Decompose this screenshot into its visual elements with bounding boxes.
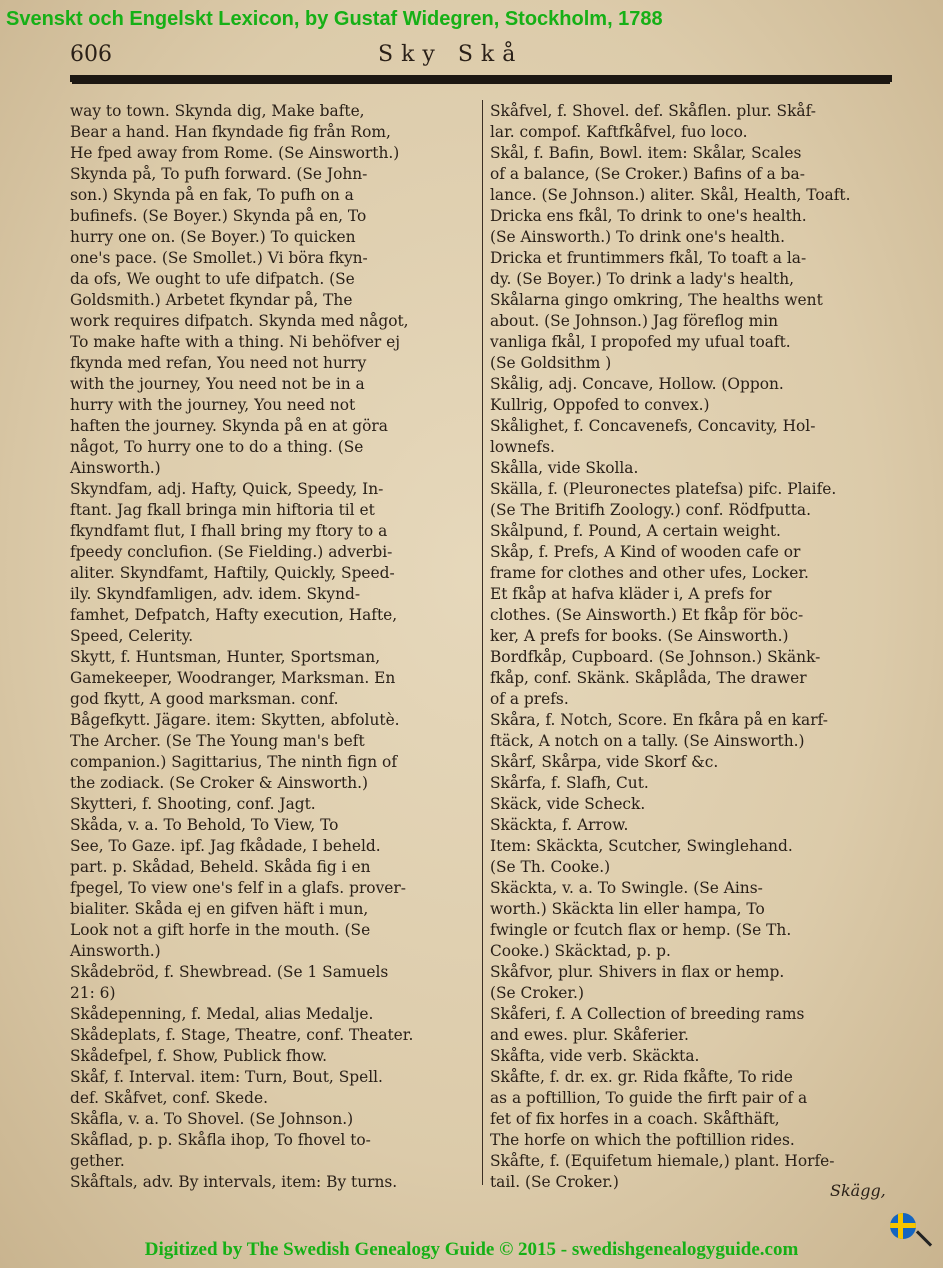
text-line: To make hafte with a thing. Ni behöfver ej — [70, 333, 401, 351]
text-line: Look not a gift horfe in the mouth. (Se — [70, 921, 371, 939]
text-line: Skåf, f. Interval. item: Turn, Bout, Spell. — [70, 1068, 383, 1086]
text-line: about. (Se Johnson.) Jag föreflog min — [490, 312, 779, 330]
text-line: Skåfla, v. a. To Shovel. (Se Johnson.) — [70, 1110, 354, 1128]
text-line: He fped away from Rome. (Se Ainsworth.) — [70, 144, 400, 162]
text-line: lar. compof. Kaftfkåfvel, fuo loco. — [490, 123, 748, 141]
catchword: Skägg, — [830, 1181, 886, 1200]
left-column — [70, 101, 475, 1193]
text-line: dy. (Se Boyer.) To drink a lady's health, — [490, 270, 794, 288]
text-line: fkynda med refan, You need not hurry — [70, 354, 367, 372]
text-line: (Se Th. Cooke.) — [490, 858, 611, 876]
column-divider — [482, 100, 483, 1185]
text-line: ker, A prefs for books. (Se Ainsworth.) — [490, 627, 789, 645]
swedish-flag-icon — [890, 1213, 916, 1239]
text-line: Skäckta, v. a. To Swingle. (Se Ains- — [490, 879, 763, 897]
text-line: Ainsworth.) — [70, 459, 161, 477]
text-line: Speed, Celerity. — [70, 627, 194, 645]
page-number: 606 — [70, 42, 112, 67]
text-line: (Se Goldsithm ) — [490, 354, 612, 372]
text-line: ftäck, A notch on a tally. (Se Ainsworth.) — [490, 732, 805, 750]
right-column — [490, 101, 920, 1193]
text-line: Skåfte, f. dr. ex. gr. Rida fkåfte, To ride — [490, 1068, 793, 1086]
text-line: famhet, Defpatch, Hafty execution, Hafte, — [70, 606, 398, 624]
text-line: aliter. Skyndfamt, Haftily, Quickly, Speed- — [70, 564, 395, 582]
text-line: något, To hurry one to do a thing. (Se — [70, 438, 364, 456]
text-line: Skålig, adj. Concave, Hollow. (Oppon. — [490, 375, 784, 393]
text-line: and ewes. plur. Skåferier. — [490, 1026, 689, 1044]
text-line: work requires difpatch. Skynda med något, — [70, 312, 409, 330]
text-line: worth.) Skäckta lin eller hampa, To — [490, 900, 765, 918]
text-line: son.) Skynda på en fak, To pufh on a — [70, 186, 354, 204]
text-line: Kullrig, Oppofed to convex.) — [490, 396, 710, 414]
text-line: See, To Gaze. ipf. Jag fkådade, I beheld. — [70, 837, 381, 855]
text-line: Skytt, f. Huntsman, Hunter, Sportsman, — [70, 648, 381, 666]
text-line: Skårfa, f. Slafh, Cut. — [490, 774, 649, 792]
text-line: Skåferi, f. A Collection of breeding rams — [490, 1005, 805, 1023]
header-rule — [70, 75, 892, 82]
text-line: Skålarna gingo omkring, The healths went — [490, 291, 823, 309]
text-line: Bear a hand. Han fkyndade fig från Rom, — [70, 123, 391, 141]
text-line: of a balance, (Se Croker.) Bafins of a ba- — [490, 165, 805, 183]
text-line: Cooke.) Skäcktad, p. p. — [490, 942, 671, 960]
text-line: of a prefs. — [490, 690, 569, 708]
text-line: Dricka et fruntimmers fkål, To toaft a la- — [490, 249, 807, 267]
text-line: Skyndfam, adj. Hafty, Quick, Speedy, In- — [70, 480, 384, 498]
text-line: Skål, f. Bafin, Bowl. item: Skålar, Scales — [490, 144, 802, 162]
digitized-footer: Digitized by The Swedish Genealogy Guide © 2015 - swedishgenealogyguide.com — [144, 1239, 799, 1260]
text-line: with the journey, You need not be in a — [70, 375, 365, 393]
text-line: Goldsmith.) Arbetet fkyndar på, The — [70, 291, 353, 309]
text-line: Skälla, f. (Pleuronectes platefsa) pifc. Plaife. — [490, 480, 837, 498]
text-line: Et fkåp at hafva kläder i, A prefs for — [490, 585, 772, 603]
text-line: da ofs, We ought to ufe difpatch. (Se — [70, 270, 355, 288]
text-line: frame for clothes and other ufes, Locker. — [490, 564, 809, 582]
text-line: Skådebröd, f. Shewbread. (Se 1 Samuels — [70, 963, 389, 981]
text-line: Skålpund, f. Pound, A certain weight. — [490, 522, 781, 540]
text-line: Skådeplats, f. Stage, Theatre, conf. Theater. — [70, 1026, 414, 1044]
text-line: Skåfta, vide verb. Skäckta. — [490, 1047, 700, 1065]
text-line: Skåfvel, f. Shovel. def. Skåflen. plur. Skåf- — [490, 102, 816, 120]
text-line: Dricka ens fkål, To drink to one's health. — [490, 207, 807, 225]
text-line: Skåp, f. Prefs, A Kind of wooden cafe or — [490, 543, 801, 561]
text-line: fkyndfamt flut, I fhall bring my ftory to a — [70, 522, 388, 540]
text-line: 21: 6) — [70, 984, 116, 1002]
text-line: ily. Skyndfamligen, adv. idem. Skynd- — [70, 585, 361, 603]
text-line: bufinefs. (Se Boyer.) Skynda på en, To — [70, 207, 367, 225]
text-line: Skåftals, adv. By intervals, item: By turns. — [70, 1173, 398, 1191]
text-line: tail. (Se Croker.) — [490, 1173, 619, 1191]
text-line: Skytteri, f. Shooting, conf. Jagt. — [70, 795, 316, 813]
text-line: def. Skåfvet, conf. Skede. — [70, 1089, 268, 1107]
text-line: fwingle or fcutch flax or hemp. (Se Th. — [490, 921, 792, 939]
text-line: Skålighet, f. Concavenefs, Concavity, Hol- — [490, 417, 816, 435]
text-line: Skåra, f. Notch, Score. En fkåra på en karf- — [490, 711, 828, 729]
text-line: The horfe on which the poftillion rides. — [490, 1131, 795, 1149]
text-line: ftant. Jag fkall bringa min hiftoria til et — [70, 501, 375, 519]
text-line: as a poftillion, To guide the firft pair of a — [490, 1089, 808, 1107]
text-line: hurry one on. (Se Boyer.) To quicken — [70, 228, 356, 246]
text-line: fet of fix horfes in a coach. Skåfthäft, — [490, 1110, 780, 1128]
text-line: bialiter. Skåda ej en gifven häft i mun, — [70, 900, 369, 918]
text-line: companion.) Sagittarius, The ninth fign of — [70, 753, 398, 771]
text-line: lance. (Se Johnson.) aliter. Skål, Health, Toaft. — [490, 186, 851, 204]
text-line: Bågefkytt. Jägare. item: Skytten, abfolutè. — [70, 711, 400, 729]
text-line: Skåfte, f. (Equifetum hiemale,) plant. Horfe- — [490, 1152, 835, 1170]
text-line: way to town. Skynda dig, Make bafte, — [70, 102, 365, 120]
text-line: Skåda, v. a. To Behold, To View, To — [70, 816, 339, 834]
text-line: fpegel, To view one's felf in a glafs. prover- — [70, 879, 406, 897]
text-line: lownefs. — [490, 438, 555, 456]
text-line: god fkytt, A good marksman. conf. — [70, 690, 339, 708]
text-line: Skådefpel, f. Show, Publick fhow. — [70, 1047, 328, 1065]
text-line: vanliga fkål, I propofed my ufual toaft. — [490, 333, 791, 351]
text-line: Skårf, Skårpa, vide Skorf &c. — [490, 753, 719, 771]
text-line: Item: Skäckta, Scutcher, Swinglehand. — [490, 837, 793, 855]
text-line: (Se Ainsworth.) To drink one's health. — [490, 228, 785, 246]
text-line: one's pace. (Se Smollet.) Vi böra fkyn- — [70, 249, 368, 267]
running-head: Sky Skå — [378, 42, 524, 67]
text-line: Skålla, vide Skolla. — [490, 459, 639, 477]
text-line: Gamekeeper, Woodranger, Marksman. En — [70, 669, 396, 687]
text-line: fpeedy conclufion. (Se Fielding.) adverbi- — [70, 543, 393, 561]
text-line: The Archer. (Se The Young man's beft — [70, 732, 365, 750]
text-line: Skådepenning, f. Medal, alias Medalje. — [70, 1005, 374, 1023]
text-line: clothes. (Se Ainsworth.) Et fkåp för böc- — [490, 606, 804, 624]
text-line: Skynda på, To pufh forward. (Se John- — [70, 165, 368, 183]
text-line: Skäckta, f. Arrow. — [490, 816, 629, 834]
source-banner: Svenskt och Engelskt Lexicon, by Gustaf Widegren, Stockholm, 1788 — [6, 8, 663, 30]
text-line: fkåp, conf. Skänk. Skåplåda, The drawer — [490, 669, 807, 687]
text-line: gether. — [70, 1152, 125, 1170]
text-line: Ainsworth.) — [70, 942, 161, 960]
text-line: part. p. Skådad, Beheld. Skåda fig i en — [70, 858, 371, 876]
text-line: Skäck, vide Scheck. — [490, 795, 646, 813]
text-line: hurry with the journey, You need not — [70, 396, 356, 414]
text-line: the zodiack. (Se Croker & Ainsworth.) — [70, 774, 369, 792]
text-line: (Se Croker.) — [490, 984, 584, 1002]
text-line: Skåfvor, plur. Shivers in flax or hemp. — [490, 963, 785, 981]
text-line: Skåflad, p. p. Skåfla ihop, To fhovel to- — [70, 1131, 371, 1149]
text-line: Bordfkåp, Cupboard. (Se Johnson.) Skänk- — [490, 648, 821, 666]
text-line: haften the journey. Skynda på en at göra — [70, 417, 388, 435]
text-line: (Se The Britifh Zoology.) conf. Rödfputta. — [490, 501, 811, 519]
